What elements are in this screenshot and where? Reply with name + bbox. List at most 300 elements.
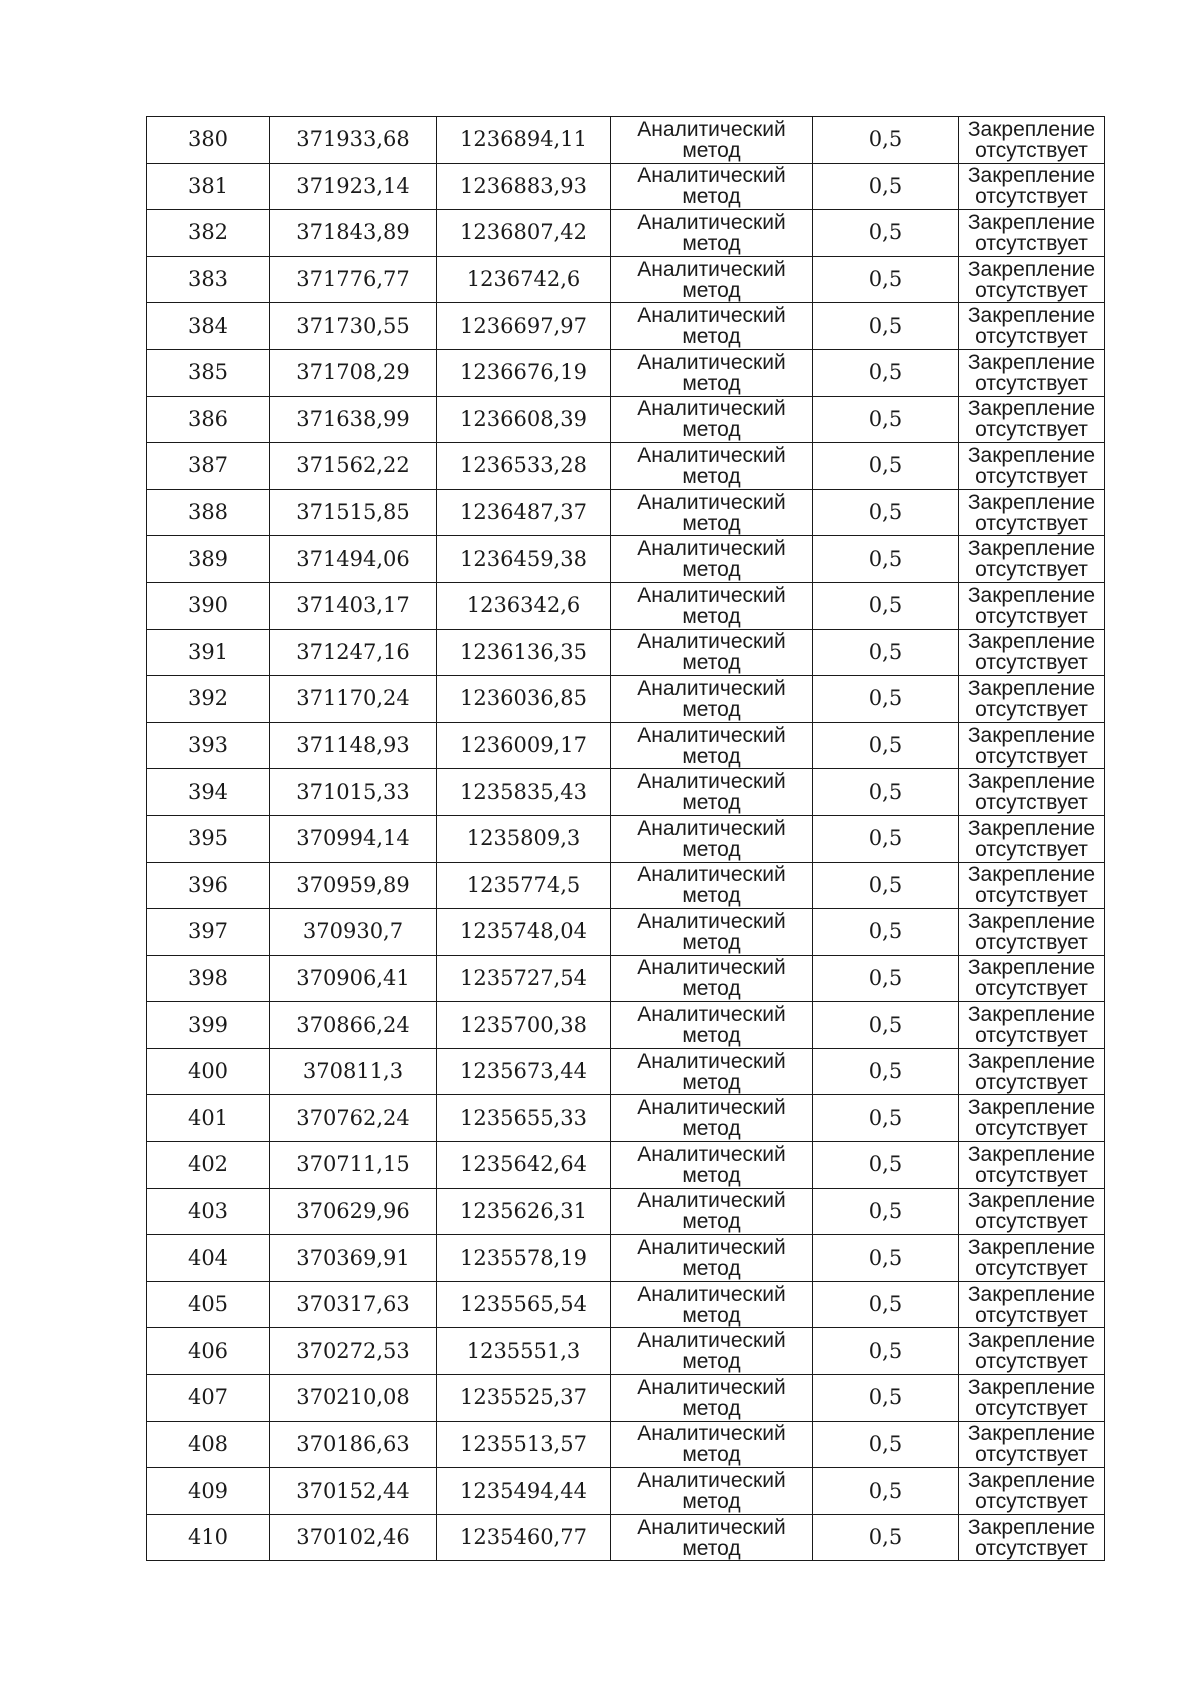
method-cell (611, 909, 813, 956)
point-number-cell: 407 (147, 1375, 270, 1422)
y-coordinate-cell: 1235809,3 (437, 815, 611, 862)
cell-line: метод (682, 371, 741, 395)
accuracy-cell: 0,5 (813, 1235, 959, 1282)
point-number-cell: 391 (147, 629, 270, 676)
cell-line: метод (682, 231, 741, 255)
fixing-cell (959, 815, 1105, 862)
accuracy-cell: 0,5 (813, 676, 959, 723)
fixing-cell (959, 256, 1105, 303)
x-coordinate-cell: 371562,22 (270, 443, 437, 490)
cell-line: метод (682, 837, 741, 861)
method-cell (611, 1235, 813, 1282)
x-coordinate-cell: 371247,16 (270, 629, 437, 676)
method-cell (611, 536, 813, 583)
accuracy-cell: 0,5 (813, 1188, 959, 1235)
method-cell (611, 117, 813, 164)
table-row (147, 909, 1105, 956)
cell-line: отсутствует (975, 325, 1088, 349)
cell-line: отсутствует (975, 744, 1088, 768)
cell-line: Аналитический (637, 1422, 786, 1446)
cell-line: Аналитический (637, 816, 786, 840)
accuracy-cell: 0,5 (813, 1468, 959, 1515)
x-coordinate-cell: 371515,85 (270, 489, 437, 536)
y-coordinate-cell: 1235565,54 (437, 1281, 611, 1328)
cell-line: метод (682, 1117, 741, 1141)
method-cell (611, 1514, 813, 1561)
x-coordinate-cell: 370272,53 (270, 1328, 437, 1375)
accuracy-cell: 0,5 (813, 909, 959, 956)
table-row (147, 1514, 1105, 1561)
y-coordinate-cell: 1235513,57 (437, 1421, 611, 1468)
x-coordinate-cell: 370152,44 (270, 1468, 437, 1515)
fixing-cell (959, 722, 1105, 769)
accuracy-cell: 0,5 (813, 582, 959, 629)
cell-line: метод (682, 1257, 741, 1281)
cell-line: Закрепление (967, 723, 1096, 747)
method-cell (611, 1468, 813, 1515)
method-cell (611, 769, 813, 816)
cell-line: Аналитический (637, 117, 786, 141)
table-row (147, 1421, 1105, 1468)
cell-line: Аналитический (637, 164, 786, 188)
cell-line: Закрепление (967, 1375, 1096, 1399)
method-cell (611, 1002, 813, 1049)
cell-line: Аналитический (637, 1282, 786, 1306)
point-number-cell: 397 (147, 909, 270, 956)
y-coordinate-cell: 1235748,04 (437, 909, 611, 956)
table-row (147, 256, 1105, 303)
cell-line: Аналитический (637, 1375, 786, 1399)
cell-line: отсутствует (975, 604, 1088, 628)
point-number-cell: 406 (147, 1328, 270, 1375)
x-coordinate-cell: 371015,33 (270, 769, 437, 816)
method-cell (611, 722, 813, 769)
point-number-cell: 381 (147, 163, 270, 210)
x-coordinate-cell: 371148,93 (270, 722, 437, 769)
cell-line: Аналитический (637, 1515, 786, 1539)
y-coordinate-cell: 1236807,42 (437, 210, 611, 257)
cell-line: Закрепление (967, 583, 1096, 607)
table-row (147, 676, 1105, 723)
cell-line: метод (682, 558, 741, 582)
cell-line: Аналитический (637, 1469, 786, 1493)
cell-line: Аналитический (637, 630, 786, 654)
x-coordinate-cell: 370762,24 (270, 1095, 437, 1142)
point-number-cell: 409 (147, 1468, 270, 1515)
y-coordinate-cell: 1236742,6 (437, 256, 611, 303)
cell-line: метод (682, 1210, 741, 1234)
cell-line: отсутствует (975, 138, 1088, 162)
cell-line: Закрепление (967, 1236, 1096, 1260)
point-number-cell: 388 (147, 489, 270, 536)
x-coordinate-cell: 370994,14 (270, 815, 437, 862)
y-coordinate-cell: 1235460,77 (437, 1514, 611, 1561)
fixing-cell (959, 629, 1105, 676)
accuracy-cell: 0,5 (813, 629, 959, 676)
method-cell (611, 1281, 813, 1328)
method-cell (611, 955, 813, 1002)
point-number-cell: 400 (147, 1048, 270, 1095)
cell-line: Закрепление (967, 770, 1096, 794)
fixing-cell (959, 1142, 1105, 1189)
point-number-cell: 383 (147, 256, 270, 303)
accuracy-cell: 0,5 (813, 536, 959, 583)
y-coordinate-cell: 1235727,54 (437, 955, 611, 1002)
cell-line: отсутствует (975, 651, 1088, 675)
fixing-cell (959, 1048, 1105, 1095)
cell-line: метод (682, 697, 741, 721)
point-number-cell: 394 (147, 769, 270, 816)
point-number-cell: 404 (147, 1235, 270, 1282)
fixing-cell (959, 862, 1105, 909)
fixing-cell (959, 1281, 1105, 1328)
point-number-cell: 395 (147, 815, 270, 862)
x-coordinate-cell: 370629,96 (270, 1188, 437, 1235)
cell-line: Закрепление (967, 1096, 1096, 1120)
table-row (147, 1095, 1105, 1142)
x-coordinate-cell: 370369,91 (270, 1235, 437, 1282)
y-coordinate-cell: 1235525,37 (437, 1375, 611, 1422)
cell-line: метод (682, 1396, 741, 1420)
table-row (147, 1188, 1105, 1235)
accuracy-cell: 0,5 (813, 349, 959, 396)
method-cell (611, 676, 813, 723)
cell-line: отсутствует (975, 371, 1088, 395)
cell-line: Закрепление (967, 1422, 1096, 1446)
cell-line: отсутствует (975, 884, 1088, 908)
fixing-cell (959, 163, 1105, 210)
point-number-cell: 389 (147, 536, 270, 583)
x-coordinate-cell: 370711,15 (270, 1142, 437, 1189)
table-row (147, 629, 1105, 676)
cell-line: метод (682, 651, 741, 675)
accuracy-cell: 0,5 (813, 1002, 959, 1049)
method-cell (611, 1328, 813, 1375)
fixing-cell (959, 955, 1105, 1002)
y-coordinate-cell: 1235578,19 (437, 1235, 611, 1282)
cell-line: отсутствует (975, 1303, 1088, 1327)
table-row (147, 210, 1105, 257)
cell-line: метод (682, 1070, 741, 1094)
cell-line: метод (682, 138, 741, 162)
x-coordinate-cell: 370102,46 (270, 1514, 437, 1561)
y-coordinate-cell: 1235673,44 (437, 1048, 611, 1095)
cell-line: Аналитический (637, 537, 786, 561)
point-number-cell: 387 (147, 443, 270, 490)
cell-line: Аналитический (637, 1236, 786, 1260)
y-coordinate-cell: 1235655,33 (437, 1095, 611, 1142)
cell-line: отсутствует (975, 1257, 1088, 1281)
cell-line: метод (682, 1536, 741, 1560)
table-row (147, 1235, 1105, 1282)
y-coordinate-cell: 1235551,3 (437, 1328, 611, 1375)
point-number-cell: 384 (147, 303, 270, 350)
y-coordinate-cell: 1236697,97 (437, 303, 611, 350)
table-body (147, 117, 1105, 1561)
point-number-cell: 386 (147, 396, 270, 443)
point-number-cell: 408 (147, 1421, 270, 1468)
x-coordinate-cell: 370906,41 (270, 955, 437, 1002)
cell-line: отсутствует (975, 1350, 1088, 1374)
cell-line: Аналитический (637, 723, 786, 747)
accuracy-cell: 0,5 (813, 210, 959, 257)
cell-line: метод (682, 464, 741, 488)
method-cell (611, 1188, 813, 1235)
cell-line: Аналитический (637, 956, 786, 980)
cell-line: метод (682, 511, 741, 535)
fixing-cell (959, 1421, 1105, 1468)
accuracy-cell: 0,5 (813, 1095, 959, 1142)
y-coordinate-cell: 1235642,64 (437, 1142, 611, 1189)
table-row (147, 582, 1105, 629)
cell-line: Аналитический (637, 1189, 786, 1213)
fixing-cell (959, 582, 1105, 629)
table-row (147, 1142, 1105, 1189)
cell-line: Закрепление (967, 1003, 1096, 1027)
method-cell (611, 815, 813, 862)
table-row (147, 722, 1105, 769)
method-cell (611, 1095, 813, 1142)
cell-line: Закрепление (967, 1515, 1096, 1539)
x-coordinate-cell: 371923,14 (270, 163, 437, 210)
method-cell (611, 210, 813, 257)
fixing-cell (959, 676, 1105, 723)
y-coordinate-cell: 1236459,38 (437, 536, 611, 583)
point-number-cell: 401 (147, 1095, 270, 1142)
y-coordinate-cell: 1235774,5 (437, 862, 611, 909)
method-cell (611, 489, 813, 536)
fixing-cell (959, 396, 1105, 443)
table-row (147, 1048, 1105, 1095)
cell-line: Аналитический (637, 770, 786, 794)
point-number-cell: 393 (147, 722, 270, 769)
accuracy-cell: 0,5 (813, 1375, 959, 1422)
y-coordinate-cell: 1236009,17 (437, 722, 611, 769)
cell-line: метод (682, 884, 741, 908)
cell-line: Закрепление (967, 676, 1096, 700)
cell-line: Закрепление (967, 956, 1096, 980)
point-number-cell: 380 (147, 117, 270, 164)
x-coordinate-cell: 371933,68 (270, 117, 437, 164)
fixing-cell (959, 1188, 1105, 1235)
cell-line: отсутствует (975, 1490, 1088, 1514)
accuracy-cell: 0,5 (813, 955, 959, 1002)
cell-line: метод (682, 1303, 741, 1327)
fixing-cell (959, 1002, 1105, 1049)
point-number-cell: 410 (147, 1514, 270, 1561)
cell-line: отсутствует (975, 837, 1088, 861)
method-cell (611, 629, 813, 676)
point-number-cell: 382 (147, 210, 270, 257)
cell-line: отсутствует (975, 1210, 1088, 1234)
x-coordinate-cell: 370317,63 (270, 1281, 437, 1328)
cell-line: Закрепление (967, 1189, 1096, 1213)
fixing-cell (959, 769, 1105, 816)
cell-line: отсутствует (975, 791, 1088, 815)
cell-line: метод (682, 1490, 741, 1514)
cell-line: Аналитический (637, 350, 786, 374)
fixing-cell (959, 1235, 1105, 1282)
cell-line: Аналитический (637, 1329, 786, 1353)
cell-line: отсутствует (975, 697, 1088, 721)
fixing-cell (959, 1468, 1105, 1515)
cell-line: метод (682, 604, 741, 628)
cell-line: Закрепление (967, 1282, 1096, 1306)
cell-line: метод (682, 325, 741, 349)
cell-line: метод (682, 977, 741, 1001)
cell-line: метод (682, 1024, 741, 1048)
table-row (147, 349, 1105, 396)
fixing-cell (959, 1328, 1105, 1375)
y-coordinate-cell: 1236608,39 (437, 396, 611, 443)
cell-line: Закрепление (967, 117, 1096, 141)
cell-line: Аналитический (637, 1049, 786, 1073)
fixing-cell (959, 117, 1105, 164)
cell-line: Закрепление (967, 630, 1096, 654)
cell-line: Закрепление (967, 1469, 1096, 1493)
cell-line: Закрепление (967, 397, 1096, 421)
fixing-cell (959, 210, 1105, 257)
cell-line: отсутствует (975, 1396, 1088, 1420)
fixing-cell (959, 1095, 1105, 1142)
accuracy-cell: 0,5 (813, 163, 959, 210)
cell-line: Закрепление (967, 304, 1096, 328)
cell-line: Закрепление (967, 1329, 1096, 1353)
fixing-cell (959, 443, 1105, 490)
point-number-cell: 402 (147, 1142, 270, 1189)
y-coordinate-cell: 1236533,28 (437, 443, 611, 490)
method-cell (611, 256, 813, 303)
cell-line: Аналитический (637, 676, 786, 700)
x-coordinate-cell: 371843,89 (270, 210, 437, 257)
x-coordinate-cell: 371776,77 (270, 256, 437, 303)
method-cell (611, 163, 813, 210)
y-coordinate-cell: 1235626,31 (437, 1188, 611, 1235)
table-row (147, 163, 1105, 210)
accuracy-cell: 0,5 (813, 303, 959, 350)
cell-line: Аналитический (637, 397, 786, 421)
cell-line: Закрепление (967, 1049, 1096, 1073)
accuracy-cell: 0,5 (813, 1142, 959, 1189)
table-row (147, 536, 1105, 583)
fixing-cell (959, 1375, 1105, 1422)
cell-line: отсутствует (975, 977, 1088, 1001)
accuracy-cell: 0,5 (813, 769, 959, 816)
x-coordinate-cell: 371708,29 (270, 349, 437, 396)
point-number-cell: 392 (147, 676, 270, 723)
x-coordinate-cell: 371730,55 (270, 303, 437, 350)
accuracy-cell: 0,5 (813, 722, 959, 769)
method-cell (611, 443, 813, 490)
accuracy-cell: 0,5 (813, 1421, 959, 1468)
table-row (147, 443, 1105, 490)
x-coordinate-cell: 370959,89 (270, 862, 437, 909)
method-cell (611, 1375, 813, 1422)
table-row (147, 1281, 1105, 1328)
table-row (147, 489, 1105, 536)
x-coordinate-cell: 370866,24 (270, 1002, 437, 1049)
table-row (147, 1328, 1105, 1375)
point-number-cell: 385 (147, 349, 270, 396)
cell-line: метод (682, 1350, 741, 1374)
table-row (147, 862, 1105, 909)
cell-line: метод (682, 791, 741, 815)
point-number-cell: 403 (147, 1188, 270, 1235)
point-number-cell: 390 (147, 582, 270, 629)
cell-line: отсутствует (975, 185, 1088, 209)
cell-line: отсутствует (975, 558, 1088, 582)
cell-line: отсутствует (975, 1024, 1088, 1048)
coordinates-table (146, 116, 1105, 1561)
x-coordinate-cell: 370210,08 (270, 1375, 437, 1422)
cell-line: Закрепление (967, 210, 1096, 234)
cell-line: Закрепление (967, 816, 1096, 840)
point-number-cell: 398 (147, 955, 270, 1002)
x-coordinate-cell: 371403,17 (270, 582, 437, 629)
cell-line: Аналитический (637, 909, 786, 933)
method-cell (611, 396, 813, 443)
y-coordinate-cell: 1236487,37 (437, 489, 611, 536)
fixing-cell (959, 349, 1105, 396)
cell-line: отсутствует (975, 464, 1088, 488)
cell-line: отсутствует (975, 231, 1088, 255)
accuracy-cell: 0,5 (813, 862, 959, 909)
accuracy-cell: 0,5 (813, 256, 959, 303)
fixing-cell (959, 489, 1105, 536)
cell-line: метод (682, 278, 741, 302)
cell-line: Аналитический (637, 1003, 786, 1027)
fixing-cell (959, 536, 1105, 583)
fixing-cell (959, 1514, 1105, 1561)
cell-line: Аналитический (637, 490, 786, 514)
method-cell (611, 303, 813, 350)
point-number-cell: 399 (147, 1002, 270, 1049)
cell-line: отсутствует (975, 1163, 1088, 1187)
y-coordinate-cell: 1236136,35 (437, 629, 611, 676)
cell-line: Аналитический (637, 257, 786, 281)
cell-line: Закрепление (967, 257, 1096, 281)
cell-line: Аналитический (637, 443, 786, 467)
accuracy-cell: 0,5 (813, 117, 959, 164)
accuracy-cell: 0,5 (813, 1048, 959, 1095)
table-row (147, 1468, 1105, 1515)
y-coordinate-cell: 1236036,85 (437, 676, 611, 723)
cell-line: Закрепление (967, 490, 1096, 514)
accuracy-cell: 0,5 (813, 443, 959, 490)
cell-line: метод (682, 1163, 741, 1187)
cell-line: Аналитический (637, 210, 786, 234)
accuracy-cell: 0,5 (813, 1514, 959, 1561)
table-row (147, 955, 1105, 1002)
x-coordinate-cell: 371638,99 (270, 396, 437, 443)
method-cell (611, 1421, 813, 1468)
y-coordinate-cell: 1235835,43 (437, 769, 611, 816)
cell-line: Аналитический (637, 583, 786, 607)
table-row (147, 1375, 1105, 1422)
fixing-cell (959, 303, 1105, 350)
point-number-cell: 396 (147, 862, 270, 909)
method-cell (611, 349, 813, 396)
cell-line: отсутствует (975, 1443, 1088, 1467)
accuracy-cell: 0,5 (813, 1281, 959, 1328)
method-cell (611, 582, 813, 629)
cell-line: Закрепление (967, 164, 1096, 188)
method-cell (611, 1048, 813, 1095)
cell-line: отсутствует (975, 1117, 1088, 1141)
cell-line: Закрепление (967, 863, 1096, 887)
point-number-cell: 405 (147, 1281, 270, 1328)
cell-line: метод (682, 185, 741, 209)
